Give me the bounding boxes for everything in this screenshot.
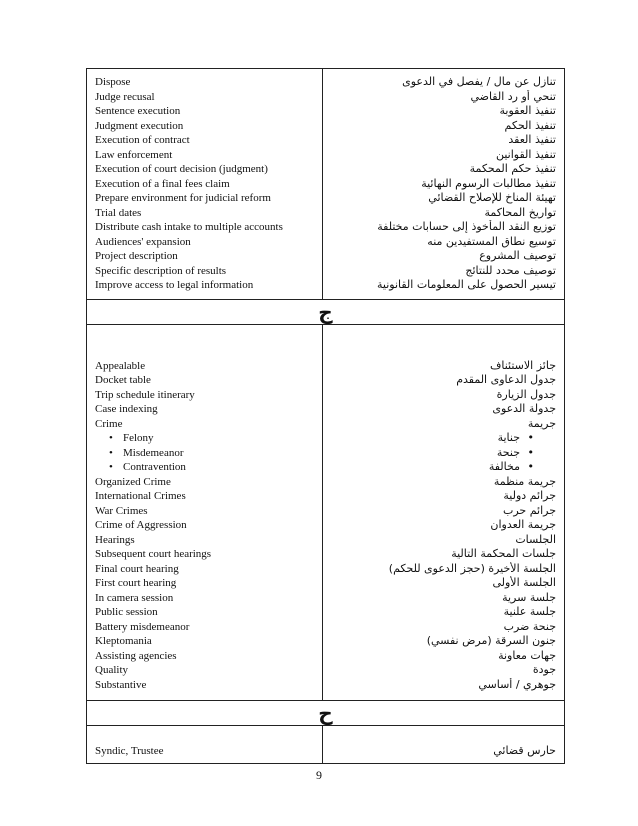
arabic-term: جهات معاونة — [498, 648, 556, 662]
english-term: Organized Crime — [95, 475, 171, 488]
english-term: Specific description of results — [95, 264, 227, 277]
arabic-term: تنفيذ مطالبات الرسوم النهائية — [421, 176, 556, 190]
english-term: Trial dates — [95, 206, 142, 219]
english-term: Dispose — [95, 76, 131, 88]
arabic-term: تنازل عن مال / يفصل في الدعوى — [402, 75, 556, 88]
arabic-term: جودة — [532, 663, 556, 676]
arabic-term: جنحة ضرب — [503, 619, 556, 633]
arabic-term: الجلسة الأخيرة (حجز الدعوى للحكم) — [388, 561, 556, 575]
english-term: Execution of a final fees claim — [95, 177, 230, 190]
arabic-term: الجلسة الأولى — [492, 576, 556, 589]
english-term: Subsequent court hearings — [95, 548, 212, 560]
section-row — [87, 69, 565, 300]
english-term: Battery misdemeanor — [95, 620, 190, 633]
english-term: Docket table — [95, 374, 151, 386]
english-term: First court hearing — [95, 577, 177, 589]
arabic-term: توصيف محدد للنتائج — [465, 263, 556, 277]
section-row — [87, 726, 565, 764]
english-term: War Crimes — [95, 504, 148, 517]
arabic-term: توصيف المشروع — [479, 249, 556, 262]
arabic-column — [322, 324, 564, 701]
arabic-column — [322, 69, 564, 300]
english-term: Judge recusal — [95, 90, 155, 103]
arabic-term-list — [323, 359, 564, 693]
english-term: Improve access to legal information — [95, 279, 254, 291]
english-term: Final court hearing — [95, 562, 179, 575]
english-term: Execution of court decision (judgment) — [95, 163, 268, 175]
english-term: Hearings — [95, 533, 135, 546]
english-term-list — [87, 75, 322, 293]
arabic-term: جلسات المحكمة التالية — [451, 547, 556, 560]
arabic-term: • مخالفة — [323, 460, 564, 475]
arabic-term: تهيئة المناخ للإصلاح القضائي — [428, 191, 556, 204]
arabic-term: تنفيذ حكم المحكمة — [469, 162, 556, 175]
english-term: Crime of Aggression — [95, 519, 187, 531]
english-term: Appealable — [95, 359, 146, 372]
arabic-term: جلسة علنية — [503, 605, 556, 618]
arabic-term: تنحي أو رد القاضي — [470, 89, 556, 103]
arabic-term: جرائم دولية — [503, 489, 556, 502]
english-term: In camera session — [95, 591, 174, 604]
english-term: Substantive — [95, 678, 147, 691]
english-term-list — [87, 359, 322, 693]
english-column — [87, 324, 323, 701]
letter-header-row — [87, 701, 565, 726]
arabic-term: جلسة سرية — [502, 590, 556, 604]
english-term: Prepare environment for judicial reform — [95, 192, 271, 204]
section-letter: ج — [87, 299, 565, 324]
english-term: International Crimes — [95, 490, 186, 502]
arabic-term: جريمة العدوان — [490, 518, 556, 531]
arabic-term: تواريخ المحاكمة — [484, 205, 556, 219]
arabic-term: تنفيذ القوانين — [495, 147, 556, 161]
english-term: • Misdemeanor — [87, 446, 322, 461]
arabic-term-list — [323, 75, 564, 293]
english-term: • Contravention — [87, 460, 322, 475]
arabic-term: جرائم حرب — [502, 503, 556, 517]
glossary-table — [86, 68, 565, 764]
arabic-term: جوهري / أساسي — [478, 677, 556, 691]
letter-header-row — [87, 299, 565, 324]
english-term: Quality — [95, 664, 128, 676]
arabic-column — [322, 726, 564, 764]
english-term: • Felony — [87, 431, 322, 446]
english-term: Execution of contract — [95, 134, 190, 146]
arabic-term: جائز الاستئناف — [489, 358, 556, 372]
arabic-term-list — [323, 744, 564, 759]
english-term: Sentence execution — [95, 105, 181, 117]
arabic-term: تنفيذ العقوبة — [499, 104, 556, 117]
english-term: Assisting agencies — [95, 649, 177, 662]
english-term: Distribute cash intake to multiple accounts — [95, 221, 283, 233]
english-column — [87, 69, 323, 300]
arabic-term: جريمة — [527, 416, 556, 430]
english-term: Syndic, Trustee — [95, 745, 164, 757]
english-term: Law enforcement — [95, 148, 173, 161]
english-term: Trip schedule itinerary — [95, 388, 195, 401]
arabic-term: • جنحة — [323, 446, 564, 461]
section-letter: ح — [87, 701, 565, 726]
arabic-term: تنفيذ الحكم — [504, 118, 556, 132]
arabic-term: توزيع النقد المأخوذ إلى حسابات مختلفة — [377, 220, 556, 233]
arabic-term: توسيع نطاق المستفيدين منه — [427, 234, 556, 248]
arabic-term: تنفيذ العقد — [508, 133, 556, 146]
arabic-term: جنون السرقة (مرض نفسي) — [426, 634, 556, 647]
arabic-term: الجلسات — [515, 532, 556, 546]
english-term: Judgment execution — [95, 119, 184, 132]
arabic-term: • جناية — [323, 431, 564, 446]
english-term: Case indexing — [95, 403, 158, 415]
english-term: Kleptomania — [95, 635, 152, 647]
page-number: 9 — [316, 768, 322, 782]
english-term: Audiences' expansion — [95, 235, 191, 248]
english-term: Project description — [95, 250, 178, 262]
section-row — [87, 324, 565, 701]
arabic-term: حارس قضائي — [493, 744, 556, 757]
english-term: Crime — [95, 417, 123, 430]
arabic-term: جدول الزيارة — [496, 387, 556, 401]
arabic-term: جريمة منظمة — [493, 474, 556, 488]
english-term-list — [87, 744, 322, 759]
english-term: Public session — [95, 606, 158, 618]
arabic-term: تيسير الحصول على المعلومات القانونية — [376, 278, 556, 291]
arabic-term: جدول الدعاوى المقدم — [456, 373, 556, 386]
english-column — [87, 726, 323, 764]
arabic-term: جدولة الدعوى — [492, 402, 556, 415]
